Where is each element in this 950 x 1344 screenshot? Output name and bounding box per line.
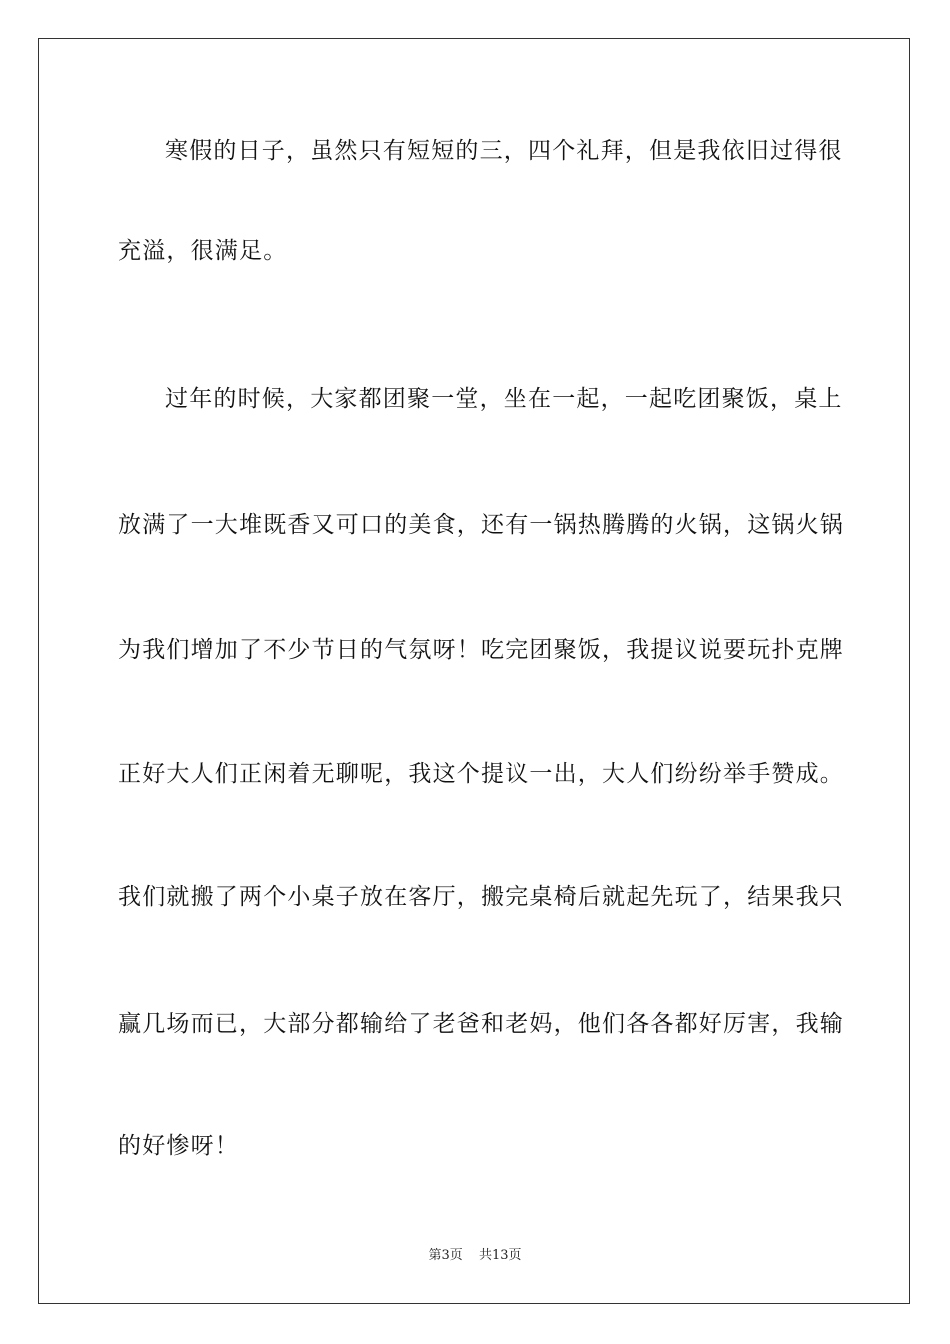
paragraph-line: 我们就搬了两个小桌子放在客厅，搬完桌椅后就起先玩了，结果我只 [118,884,844,910]
page-footer [0,1247,950,1265]
paragraph-line: 过年的时候，大家都团聚一堂，坐在一起，一起吃团聚饭，桌上 [165,386,843,412]
paragraph-line: 放满了一大堆既香又可口的美食，还有一锅热腾腾的火锅，这锅火锅 [118,512,844,538]
total-pages: 共13页 [478,1248,522,1263]
paragraph-line: 寒假的日子，虽然只有短短的三，四个礼拜，但是我依旧过得很 [165,138,843,164]
paragraph-line: 的好惨呀！ [118,1133,239,1159]
paragraph-line: 为我们增加了不少节日的气氛呀！吃完团聚饭，我提议说要玩扑克牌 [118,637,844,663]
paragraph-line: 赢几场而已，大部分都输给了老爸和老妈，他们各各都好厉害，我输 [118,1011,844,1037]
paragraph-line: 正好大人们正闲着无聊呢，我这个提议一出，大人们纷纷举手赞成。 [118,761,844,787]
paragraph-line: 充溢，很满足。 [118,238,288,264]
page-number: 第3页 [428,1248,463,1263]
page-border [38,38,910,1304]
